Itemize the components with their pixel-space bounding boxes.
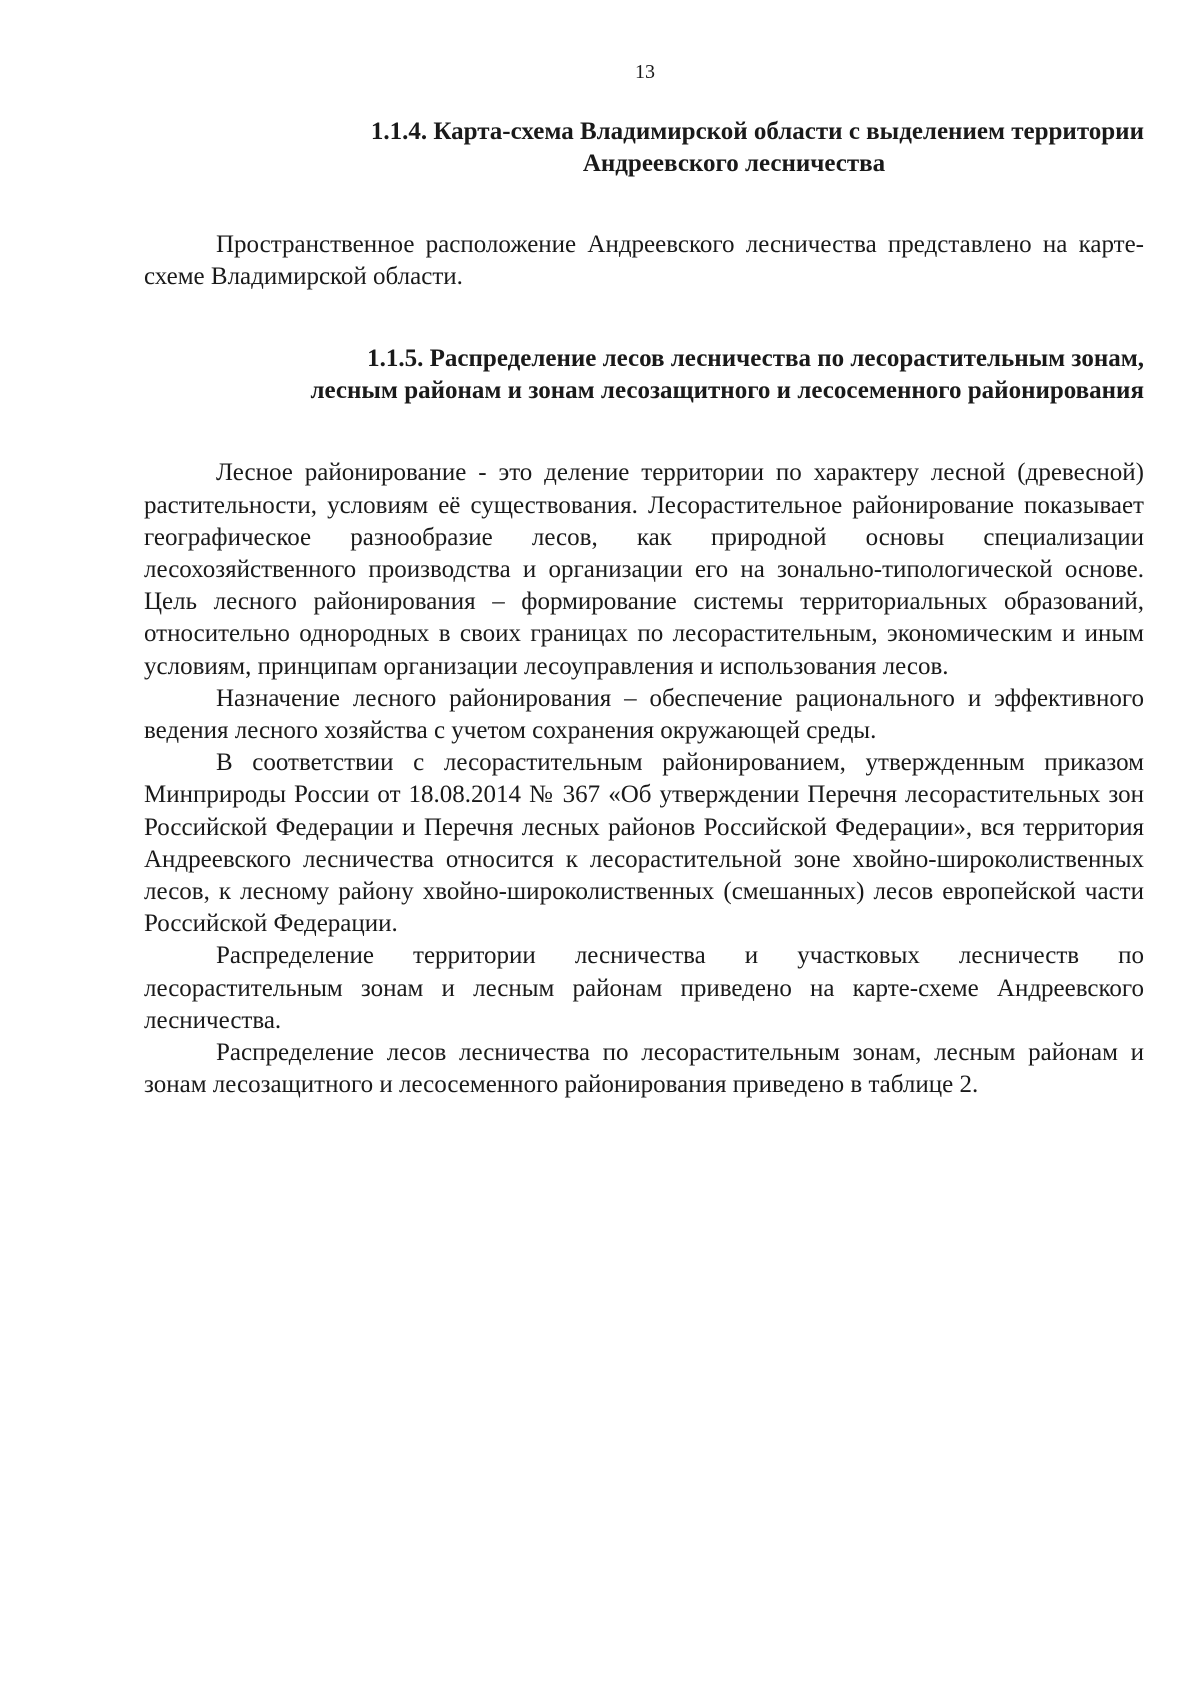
page-number: 13 xyxy=(635,61,655,83)
heading-line: Андреевского лесничества xyxy=(582,150,886,177)
section-heading-1-1-5 xyxy=(144,343,1144,407)
section-heading-1-1-4 xyxy=(144,116,1144,180)
page-content xyxy=(144,116,1144,1101)
paragraph: Пространственное расположение Андреевского лесничества представлено на карте-схеме Владимирской области. xyxy=(144,231,1144,291)
heading-line: лесным районам и зонам лесозащитного и лесосеменного районирования xyxy=(310,377,1144,405)
paragraph: Назначение лесного районирования – обеспечение рационального и эффективного ведения лесного хозяйства с учетом сохранения окружающей среды. xyxy=(144,684,1144,745)
paragraph: Лесное районирование - это деление территории по характеру лесной (древесной) растительности, условиям её существования. Лесорастительное районирование показывает географическое разнообразие лесов, как природной основы специализации лесохозяйственного производства и организации его на зонально-типологической основе. Цель лесного районирования – формирование системы территориальных образований, относительно однородных в своих границах по лесорастительным, экономическим и иным условиям, принципам организации лесоуправления и использования лесов. xyxy=(144,459,1144,680)
section-body xyxy=(144,457,1144,1101)
heading-line: 1.1.4. Карта-схема Владимирской области с выделением территории xyxy=(370,118,1144,145)
paragraph: Распределение территории лесничества и участковых лесничеств по лесорастительным зонам и лесным районам приведено на карте-схеме Андреевского лесничества. xyxy=(144,942,1144,1034)
paragraph: Распределение лесов лесничества по лесорастительным зонам, лесным районам и зонам лесозащитного и лесосеменного районирования приведено в таблице 2. xyxy=(144,1039,1144,1099)
paragraph: В соответствии с лесорастительным районированием, утвержденным приказом Минприроды России от 18.08.2014 № 367 «Об утверждении Перечня лесорастительных зон Российской Федерации и Перечня лесных районов Российской Федерации», вся территория Андреевского лесничества относится к лесорастительной зоне хвойно-широколиственных лесов, к лесному району хвойно-широколиственных (смешанных) лесов европейской части Российской Федерации. xyxy=(144,749,1144,938)
heading-line: 1.1.5. Распределение лесов лесничества по лесорастительным зонам, xyxy=(367,345,1144,373)
